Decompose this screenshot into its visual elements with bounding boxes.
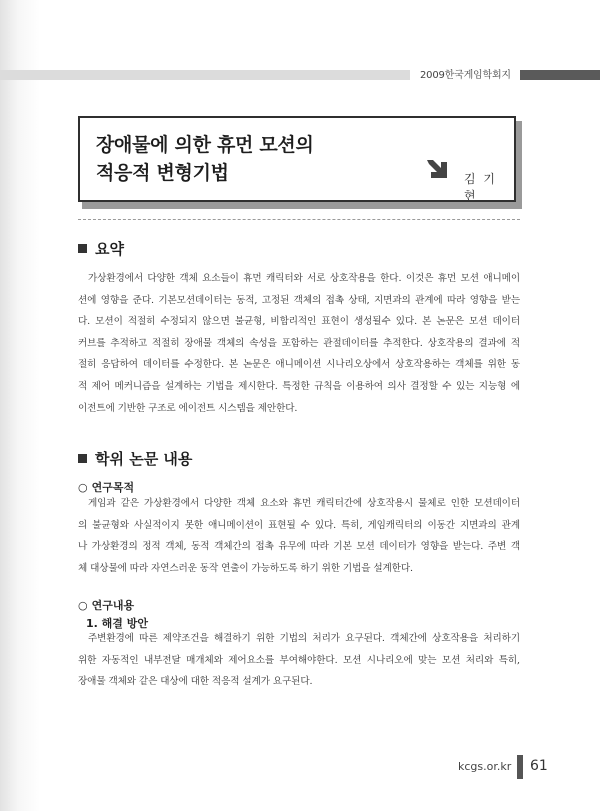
thesis-heading: 학위 논문 내용 bbox=[78, 448, 192, 469]
abstract-text bbox=[78, 268, 520, 419]
text-line: 션에 영향을 준다. 기본모션데이터는 동적, 고정된 객체의 접촉 상태, 지면과의 관계에 따라 영향을 받는 bbox=[78, 294, 520, 306]
header-rule-right bbox=[520, 70, 600, 80]
text-line: 나 가상환경의 정적 객체, 동적 객체간의 접촉 유무에 따라 기본 모션 데이터가 영향을 받는다. 주변 객 bbox=[78, 541, 520, 553]
text-line: 장애물 객체와 같은 대상에 대한 적응적 설계가 요구된다. bbox=[78, 676, 313, 688]
header-rule-left bbox=[0, 70, 410, 80]
text-line: 주변환경에 따른 제약조건을 해결하기 위한 기법의 처리가 요구된다. 객체간에 상호작용을 처리하기 bbox=[88, 633, 520, 644]
journal-name: 2009한국게임학회지 bbox=[420, 70, 511, 81]
title-box bbox=[78, 116, 516, 202]
text-line: 다. 모션이 적절히 수정되지 않으면 불균형, 비합리적인 표현이 생성될수 있다. 본 논문은 모션 데이터 bbox=[78, 316, 520, 328]
research-content-heading: ○ 연구내용 bbox=[78, 599, 135, 612]
paper-title-line-2: 적응적 변형기법 bbox=[96, 162, 229, 184]
abstract-heading: 요약 bbox=[78, 238, 124, 259]
text-line: 위한 자동적인 내부전달 매개체와 제어요소를 부여해야한다. 모션 시나리오에 맞는 모션 처리와 특히, bbox=[78, 654, 520, 666]
square-bullet-icon bbox=[78, 454, 87, 463]
arrow-down-right-icon bbox=[425, 156, 449, 180]
solution-heading: 1. 해결 방안 bbox=[86, 617, 148, 630]
author-name: 김 기 현 bbox=[464, 172, 497, 203]
divider bbox=[78, 219, 520, 220]
text-line: 이전트에 기반한 구조로 에이전트 시스템을 제안한다. bbox=[78, 402, 298, 414]
research-purpose-heading: ○ 연구목적 bbox=[78, 481, 135, 494]
text-line: 가상환경에서 다양한 객체 요소들이 휴먼 캐릭터와 서로 상호작용을 한다. 이것은 휴먼 모션 애니메이 bbox=[88, 273, 520, 284]
text-line: 커브를 추적하고 적절히 장애물 객체의 속성을 포함하는 관절데이터를 추적한다. 상호작용의 결과에 적 bbox=[78, 337, 520, 349]
research-purpose-text bbox=[78, 493, 520, 579]
text-line: 게임과 같은 가상환경에서 다양한 객체 요소와 휴먼 캐릭터간에 상호작용시 물체로 인한 모션데이터 bbox=[88, 498, 520, 509]
paper-title-line-1: 장애물에 의한 휴먼 모션의 bbox=[96, 134, 314, 156]
text-line: 의 불균형와 사실적이지 못한 애니메이션이 표현될 수 있다. 특히, 게임캐릭터의 이동간 지면과의 관계 bbox=[78, 519, 520, 531]
circle-bullet-icon: ○ bbox=[78, 481, 88, 494]
footer-url: kcgs.or.kr bbox=[458, 760, 512, 773]
text-line: 체 대상물에 따라 자연스러운 동작 연출이 가능하도록 하기 위한 기법을 설계한다. bbox=[78, 562, 413, 574]
solution-text bbox=[78, 628, 520, 693]
text-line: 적 제어 메커니즘을 설계하는 기법을 제시한다. 특정한 규칙을 이용하여 의사 결정할 수 있는 지능형 에 bbox=[78, 380, 520, 392]
page-number: 61 bbox=[530, 758, 548, 774]
square-bullet-icon bbox=[78, 244, 87, 253]
circle-bullet-icon: ○ bbox=[78, 599, 88, 612]
text-line: 절히 응답하여 데이터를 수정한다. 본 논문은 애니메이션 시나리오상에서 상호작용하는 객체를 위한 동 bbox=[78, 359, 520, 371]
footer-divider bbox=[517, 755, 523, 779]
